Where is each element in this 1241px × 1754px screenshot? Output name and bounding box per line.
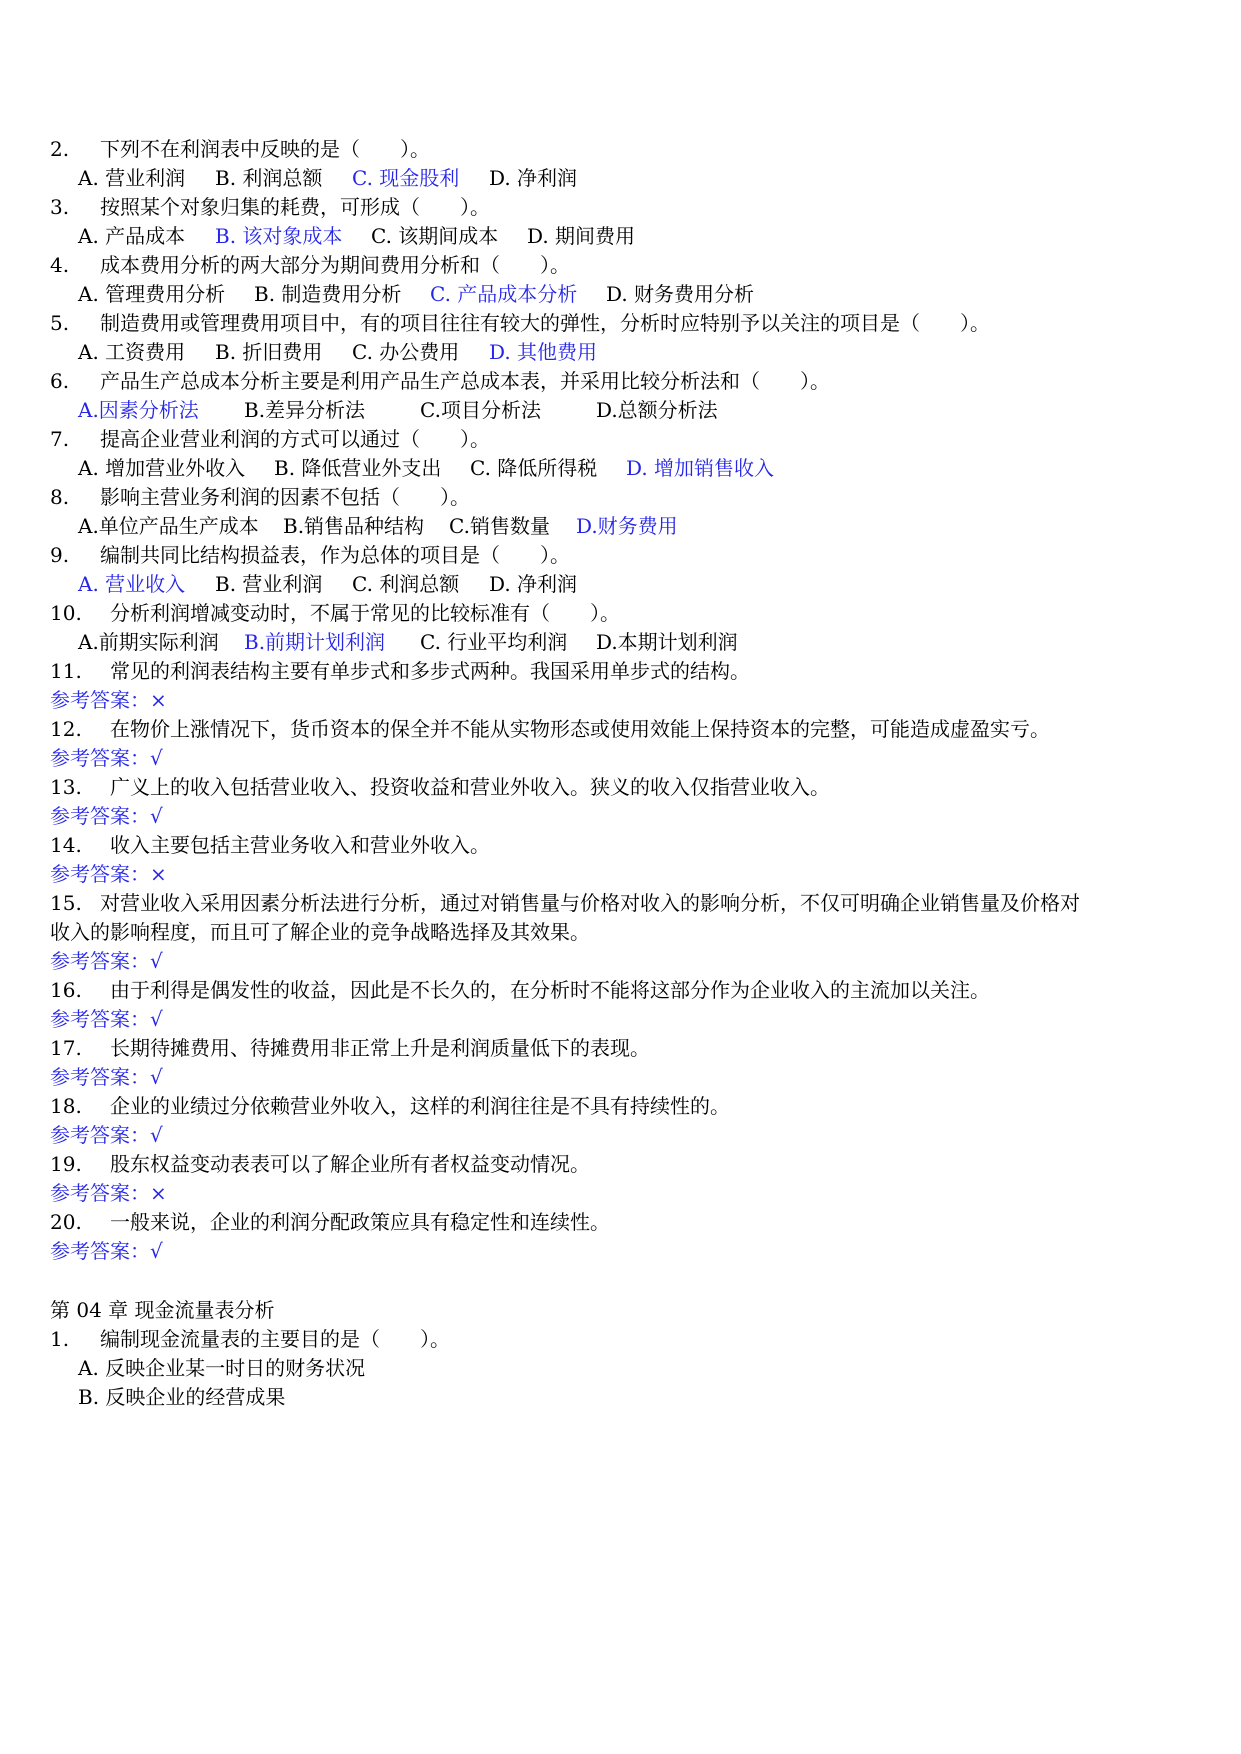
answer-label: 参考答案： bbox=[50, 746, 150, 770]
question-number: 8. bbox=[50, 485, 70, 509]
answer-mark: √ bbox=[150, 1123, 163, 1147]
answer-mark: √ bbox=[150, 804, 163, 828]
option-b: B.销售品种结构 bbox=[283, 514, 425, 538]
question-text: 在物价上涨情况下，货币资本的保全并不能从实物形态或使用效能上保持资本的完整，可能造成虚盈实亏。 bbox=[110, 717, 1050, 741]
question-10 bbox=[50, 597, 620, 629]
answer-line-17 bbox=[50, 1061, 163, 1093]
answer-line-18 bbox=[50, 1119, 163, 1151]
option-c-answer: C. 现金股利 bbox=[352, 166, 460, 190]
answer-mark: × bbox=[150, 1181, 167, 1205]
option-d-answer: D. 其他费用 bbox=[489, 340, 598, 364]
answer-line-13 bbox=[50, 800, 163, 832]
question-number: 17. bbox=[50, 1036, 82, 1060]
question-text: 下列不在利润表中反映的是（ ）。 bbox=[100, 137, 430, 161]
judgment-16 bbox=[50, 974, 990, 1006]
question-6 bbox=[50, 365, 830, 397]
judgment-15-continued bbox=[50, 916, 590, 948]
chapter-question-1 bbox=[50, 1323, 450, 1355]
judgment-15 bbox=[50, 887, 1080, 919]
question-7 bbox=[50, 423, 490, 455]
question-number: 15. bbox=[50, 891, 82, 915]
options-7 bbox=[78, 452, 774, 484]
judgment-19 bbox=[50, 1148, 590, 1180]
option-c: C. 行业平均利润 bbox=[420, 630, 568, 654]
options-5 bbox=[78, 336, 597, 368]
answer-mark: × bbox=[150, 862, 167, 886]
question-text: 制造费用或管理费用项目中，有的项目往往有较大的弹性，分析时应特别予以关注的项目是（ ）。 bbox=[100, 311, 990, 335]
option-c: C.销售数量 bbox=[449, 514, 550, 538]
options-6 bbox=[78, 394, 718, 426]
answer-label: 参考答案： bbox=[50, 862, 150, 886]
option-d: D.总额分析法 bbox=[596, 398, 718, 422]
answer-label: 参考答案： bbox=[50, 1007, 150, 1031]
question-2 bbox=[50, 133, 430, 165]
option-d: D.本期计划利润 bbox=[596, 630, 738, 654]
option-a: A. 增加营业外收入 bbox=[78, 456, 246, 480]
question-text: 一般来说，企业的利润分配政策应具有稳定性和连续性。 bbox=[110, 1210, 610, 1234]
question-number: 11. bbox=[50, 659, 82, 683]
option-a: A. 管理费用分析 bbox=[78, 282, 226, 306]
answer-line-15 bbox=[50, 945, 163, 977]
options-4 bbox=[78, 278, 754, 310]
question-text: 产品生产总成本分析主要是利用产品生产总成本表，并采用比较分析法和（ ）。 bbox=[100, 369, 830, 393]
option-d-answer: D. 增加销售收入 bbox=[626, 456, 775, 480]
options-3 bbox=[78, 220, 635, 252]
question-number: 19. bbox=[50, 1152, 82, 1176]
option-b-answer: B.前期计划利润 bbox=[244, 630, 386, 654]
answer-label: 参考答案： bbox=[50, 688, 150, 712]
answer-mark: × bbox=[150, 688, 167, 712]
question-text: 由于利得是偶发性的收益，因此是不长久的，在分析时不能将这部分作为企业收入的主流加以关注。 bbox=[110, 978, 990, 1002]
question-number: 10. bbox=[50, 601, 82, 625]
answer-line-11 bbox=[50, 684, 167, 716]
option-a: A. 产品成本 bbox=[78, 224, 186, 248]
question-text: 收入主要包括主营业务收入和营业外收入。 bbox=[110, 833, 490, 857]
question-number: 12. bbox=[50, 717, 82, 741]
option-d: D. 净利润 bbox=[489, 572, 578, 596]
answer-line-14 bbox=[50, 858, 167, 890]
question-number: 16. bbox=[50, 978, 82, 1002]
question-text: 影响主营业务利润的因素不包括（ ）。 bbox=[100, 485, 470, 509]
judgment-14 bbox=[50, 829, 490, 861]
answer-mark: √ bbox=[150, 1007, 163, 1031]
question-number: 14. bbox=[50, 833, 82, 857]
option-d: D. 期间费用 bbox=[527, 224, 636, 248]
option-b: B. 利润总额 bbox=[215, 166, 323, 190]
answer-mark: √ bbox=[150, 949, 163, 973]
option-b: B. 折旧费用 bbox=[215, 340, 323, 364]
options-10 bbox=[78, 626, 738, 658]
question-3 bbox=[50, 191, 490, 223]
question-text: 编制现金流量表的主要目的是（ ）。 bbox=[100, 1327, 450, 1351]
option-d: D. 财务费用分析 bbox=[606, 282, 755, 306]
question-text: 对营业收入采用因素分析法进行分析，通过对销售量与价格对收入的影响分析，不仅可明确企业销售量及价格对 bbox=[100, 891, 1080, 915]
option-a-answer: A.因素分析法 bbox=[78, 398, 199, 422]
question-number: 1. bbox=[50, 1327, 70, 1351]
question-number: 6. bbox=[50, 369, 70, 393]
question-text: 企业的业绩过分依赖营业外收入，这样的利润往往是不具有持续性的。 bbox=[110, 1094, 730, 1118]
answer-mark: √ bbox=[150, 1239, 163, 1263]
question-4 bbox=[50, 249, 570, 281]
option-b: B.差异分析法 bbox=[244, 398, 366, 422]
options-9 bbox=[78, 568, 577, 600]
judgment-18 bbox=[50, 1090, 730, 1122]
question-text: 成本费用分析的两大部分为期间费用分析和（ ）。 bbox=[100, 253, 570, 277]
question-number: 9. bbox=[50, 543, 70, 567]
option-b: B. 营业利润 bbox=[215, 572, 323, 596]
answer-label: 参考答案： bbox=[50, 949, 150, 973]
question-number: 4. bbox=[50, 253, 70, 277]
option-a: A.单位产品生产成本 bbox=[78, 514, 259, 538]
answer-label: 参考答案： bbox=[50, 1123, 150, 1147]
option-c: C. 该期间成本 bbox=[371, 224, 499, 248]
answer-mark: √ bbox=[150, 746, 163, 770]
answer-label: 参考答案： bbox=[50, 1065, 150, 1089]
answer-line-20 bbox=[50, 1235, 163, 1267]
question-number: 7. bbox=[50, 427, 70, 451]
option-b: B. 制造费用分析 bbox=[254, 282, 402, 306]
question-text: 按照某个对象归集的耗费，可形成（ ）。 bbox=[100, 195, 490, 219]
question-text: 广义上的收入包括营业收入、投资收益和营业外收入。狭义的收入仅指营业收入。 bbox=[110, 775, 830, 799]
option-d-answer: D.财务费用 bbox=[576, 514, 678, 538]
option-a: A. 营业利润 bbox=[78, 166, 186, 190]
answer-line-12 bbox=[50, 742, 163, 774]
judgment-11 bbox=[50, 655, 750, 687]
question-5 bbox=[50, 307, 990, 339]
option-c: C.项目分析法 bbox=[420, 398, 541, 422]
option-b-answer: B. 该对象成本 bbox=[215, 224, 343, 248]
question-number: 2. bbox=[50, 137, 70, 161]
option-b: B. 降低营业外支出 bbox=[274, 456, 442, 480]
question-text: 编制共同比结构损益表，作为总体的项目是（ ）。 bbox=[100, 543, 570, 567]
option-a: A.前期实际利润 bbox=[78, 630, 219, 654]
question-text: 股东权益变动表表可以了解企业所有者权益变动情况。 bbox=[110, 1152, 590, 1176]
options-8 bbox=[78, 510, 678, 542]
option-a-answer: A. 营业收入 bbox=[78, 572, 186, 596]
option-c: C. 利润总额 bbox=[352, 572, 460, 596]
question-number: 13. bbox=[50, 775, 82, 799]
chapter-heading: 第 04 章 现金流量表分析 bbox=[50, 1298, 275, 1322]
question-text: 提高企业营业利润的方式可以通过（ ）。 bbox=[100, 427, 490, 451]
question-text: 常见的利润表结构主要有单步式和多步式两种。我国采用单步式的结构。 bbox=[110, 659, 750, 683]
judgment-12 bbox=[50, 713, 1050, 745]
question-text: 分析利润增减变动时，不属于常见的比较标准有（ ）。 bbox=[110, 601, 620, 625]
chapter-q1-option-b: B. 反映企业的经营成果 bbox=[78, 1385, 286, 1409]
option-c-answer: C. 产品成本分析 bbox=[430, 282, 578, 306]
question-text: 收入的影响程度，而且可了解企业的竞争战略选择及其效果。 bbox=[50, 920, 590, 944]
answer-label: 参考答案： bbox=[50, 804, 150, 828]
question-number: 20. bbox=[50, 1210, 82, 1234]
question-number: 3. bbox=[50, 195, 70, 219]
answer-mark: √ bbox=[150, 1065, 163, 1089]
question-text: 长期待摊费用、待摊费用非正常上升是利润质量低下的表现。 bbox=[110, 1036, 650, 1060]
option-c: C. 降低所得税 bbox=[470, 456, 598, 480]
question-number: 5. bbox=[50, 311, 70, 335]
answer-label: 参考答案： bbox=[50, 1181, 150, 1205]
answer-line-19 bbox=[50, 1177, 167, 1209]
option-a: A. 工资费用 bbox=[78, 340, 186, 364]
chapter-q1-option-a: A. 反映企业某一时日的财务状况 bbox=[78, 1356, 366, 1380]
question-number: 18. bbox=[50, 1094, 82, 1118]
judgment-20 bbox=[50, 1206, 610, 1238]
option-d: D. 净利润 bbox=[489, 166, 578, 190]
question-9 bbox=[50, 539, 570, 571]
option-c: C. 办公费用 bbox=[352, 340, 460, 364]
answer-label: 参考答案： bbox=[50, 1239, 150, 1263]
judgment-13 bbox=[50, 771, 830, 803]
options-2 bbox=[78, 162, 577, 194]
question-8 bbox=[50, 481, 470, 513]
judgment-17 bbox=[50, 1032, 650, 1064]
answer-line-16 bbox=[50, 1003, 163, 1035]
